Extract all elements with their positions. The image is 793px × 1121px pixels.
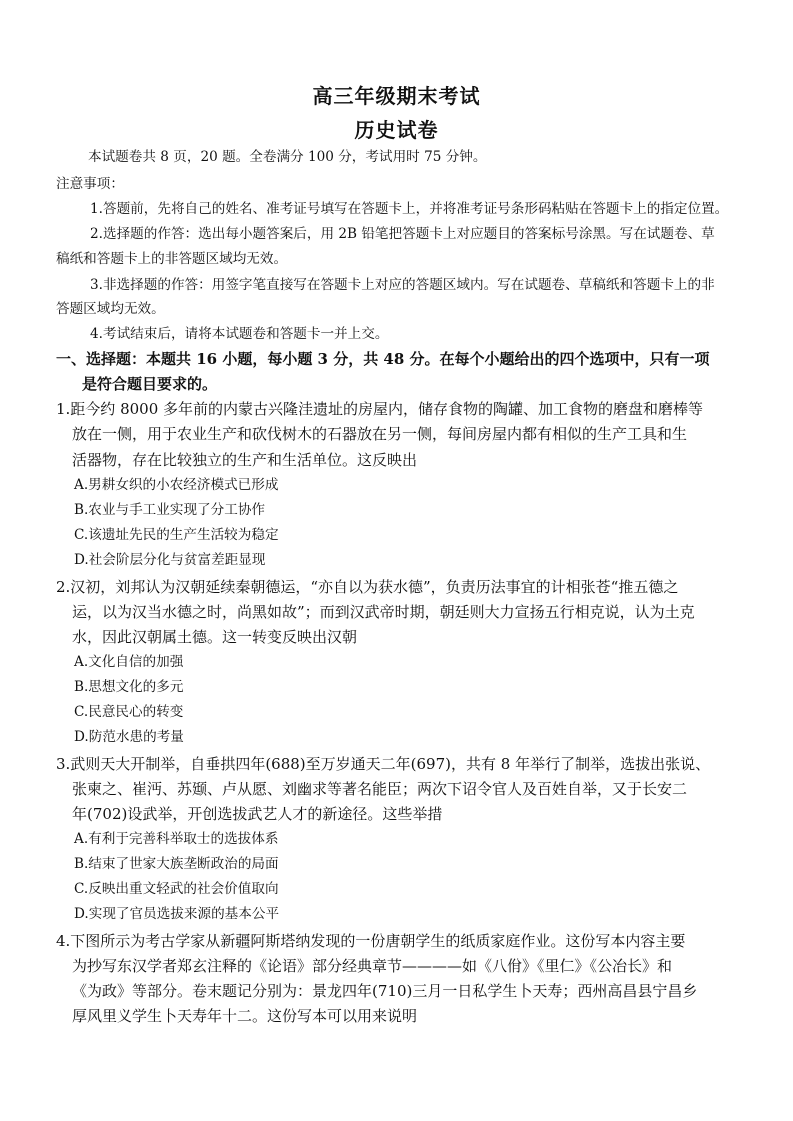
- question-stem: 4.下图所示为考古学家从新疆阿斯塔纳发现的一份唐朝学生的纸质家庭作业。这份写本内容主要: [56, 932, 686, 950]
- option-d: D.实现了官员选拔来源的基本公平: [74, 906, 280, 922]
- question-stem: 年(702)设武举，开创选拔武艺人才的新途径。这些举措: [72, 805, 443, 823]
- option-b: B.结束了世家大族垄断政治的局面: [74, 856, 279, 872]
- question-stem: 2.汉初，刘邦认为汉朝延续秦朝德运，“亦自以为获水德”，负责历法事宜的计相张苍“推五德之: [56, 578, 679, 596]
- question-stem: 运，以为汉当水德之时，尚黑如故”；而到汉武帝时期，朝廷则大力宣扬五行相克说，认为土克: [72, 603, 695, 621]
- option-a: A.男耕女织的小农经济模式已形成: [74, 477, 279, 493]
- notice-line: 1.答题前，先将自己的姓名、准考证号填写在答题卡上，并将准考证号条形码粘贴在答题卡上的指定位置。: [90, 201, 729, 217]
- question-stem: 《为政》等部分。卷末题记分别为：景龙四年(710)三月一日私学生卜天寿；西州高昌县宁昌乡: [72, 982, 698, 1000]
- notice-line: 2.选择题的作答：选出每小题答案后，用 2B 铅笔把答题卡上对应题目的答案标号涂黑。写在试题卷、草: [90, 226, 715, 242]
- notice-line: 答题区域均无效。: [56, 301, 165, 317]
- notice-heading: 注意事项：: [56, 176, 124, 192]
- question-stem: 放在一侧，用于农业生产和砍伐树木的石器放在另一侧，每间房屋内都有相似的生产工具和生: [72, 425, 688, 443]
- question-stem: 为抄写东汉学者郑玄注释的《论语》部分经典章节————如《八佾》《里仁》《公冶长》和: [72, 957, 673, 975]
- page-subtitle: 历史试卷: [354, 118, 439, 142]
- notice-line: 3.非选择题的作答：用签字笔直接写在答题卡上对应的答题区域内。写在试题卷、草稿纸和答题卡上的非: [90, 277, 715, 293]
- notice-line: 4.考试结束后，请将本试题卷和答题卡一并上交。: [90, 326, 389, 342]
- option-a: A.文化自信的加强: [74, 654, 184, 670]
- section-heading-cont: 是符合题目要求的。: [82, 375, 218, 393]
- option-d: D.防范水患的考量: [74, 729, 184, 745]
- intro-text: 本试题卷共 8 页，20 题。全卷满分 100 分，考试用时 75 分钟。: [88, 149, 487, 165]
- option-c: C.该遗址先民的生产生活较为稳定: [74, 527, 279, 543]
- option-d: D.社会阶层分化与贫富差距显现: [74, 552, 266, 568]
- question-stem: 水，因此汉朝属土德。这一转变反映出汉朝: [72, 628, 358, 646]
- question-stem: 活器物，存在比较独立的生产和生活单位。这反映出: [72, 451, 418, 469]
- notice-line: 稿纸和答题卡上的非答题区域均无效。: [56, 251, 288, 267]
- option-b: B.农业与手工业实现了分工协作: [74, 502, 266, 518]
- option-c: C.反映出重文轻武的社会价值取向: [74, 881, 279, 897]
- question-stem: 3.武则天大开制举，自垂拱四年(688)至万岁通天二年(697)，共有 8 年举行了制举，选拔出张说、: [56, 755, 711, 773]
- option-c: C.民意民心的转变: [74, 704, 184, 720]
- question-stem: 张柬之、崔沔、苏颋、卢从愿、刘幽求等著名能臣；两次下诏令官人及百姓自举，又于长安二: [72, 780, 688, 798]
- page-title: 高三年级期末考试: [312, 84, 481, 108]
- section-heading: 一、选择题：本题共 16 小题，每小题 3 分，共 48 分。在每个小题给出的四个选项中，只有一项: [56, 350, 710, 368]
- question-stem: 厚风里义学生卜天寿年十二。这份写本可以用来说明: [72, 1007, 418, 1025]
- option-a: A.有利于完善科举取士的选拔体系: [74, 831, 279, 847]
- option-b: B.思想文化的多元: [74, 679, 184, 695]
- question-stem: 1.距今约 8000 多年前的内蒙古兴隆洼遗址的房屋内，储存食物的陶罐、加工食物的磨盘和磨棒等: [56, 400, 704, 418]
